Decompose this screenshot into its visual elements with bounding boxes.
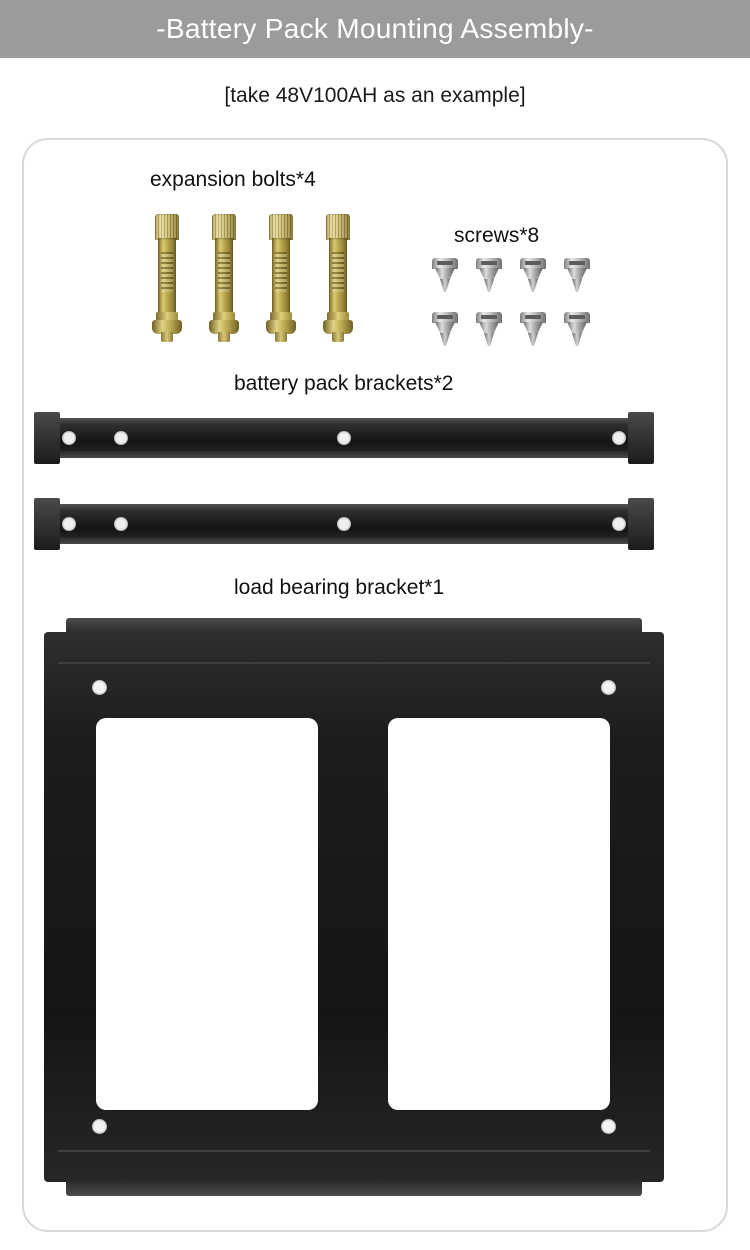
page-title: -Battery Pack Mounting Assembly- <box>156 13 594 44</box>
screw-icon <box>432 312 458 346</box>
screw-icon <box>564 258 590 292</box>
label-screws: screws*8 <box>454 224 540 247</box>
screw-icon <box>476 312 502 346</box>
subtitle-note: [take 48V100AH as an example] <box>224 84 526 107</box>
label-expansion-bolts: expansion bolts*4 <box>150 168 316 191</box>
screw-icon <box>564 312 590 346</box>
header-bar <box>0 0 750 58</box>
screw-icon <box>476 258 502 292</box>
label-battery-pack-brackets: battery pack brackets*2 <box>234 372 454 395</box>
expansion-bolt-icon <box>209 214 239 344</box>
label-load-bearing-bracket: load bearing bracket*1 <box>234 576 445 599</box>
screw-icon <box>432 258 458 292</box>
expansion-bolt-icon <box>323 214 353 344</box>
screw-icon <box>520 258 546 292</box>
expansion-bolt-icon <box>152 214 182 344</box>
parts-panel <box>22 138 728 1232</box>
battery-bracket-rail-icon <box>34 412 654 464</box>
screw-icon <box>520 312 546 346</box>
expansion-bolt-icon <box>266 214 296 344</box>
load-bearing-bracket-icon <box>44 618 664 1196</box>
battery-bracket-rail-icon <box>34 498 654 550</box>
